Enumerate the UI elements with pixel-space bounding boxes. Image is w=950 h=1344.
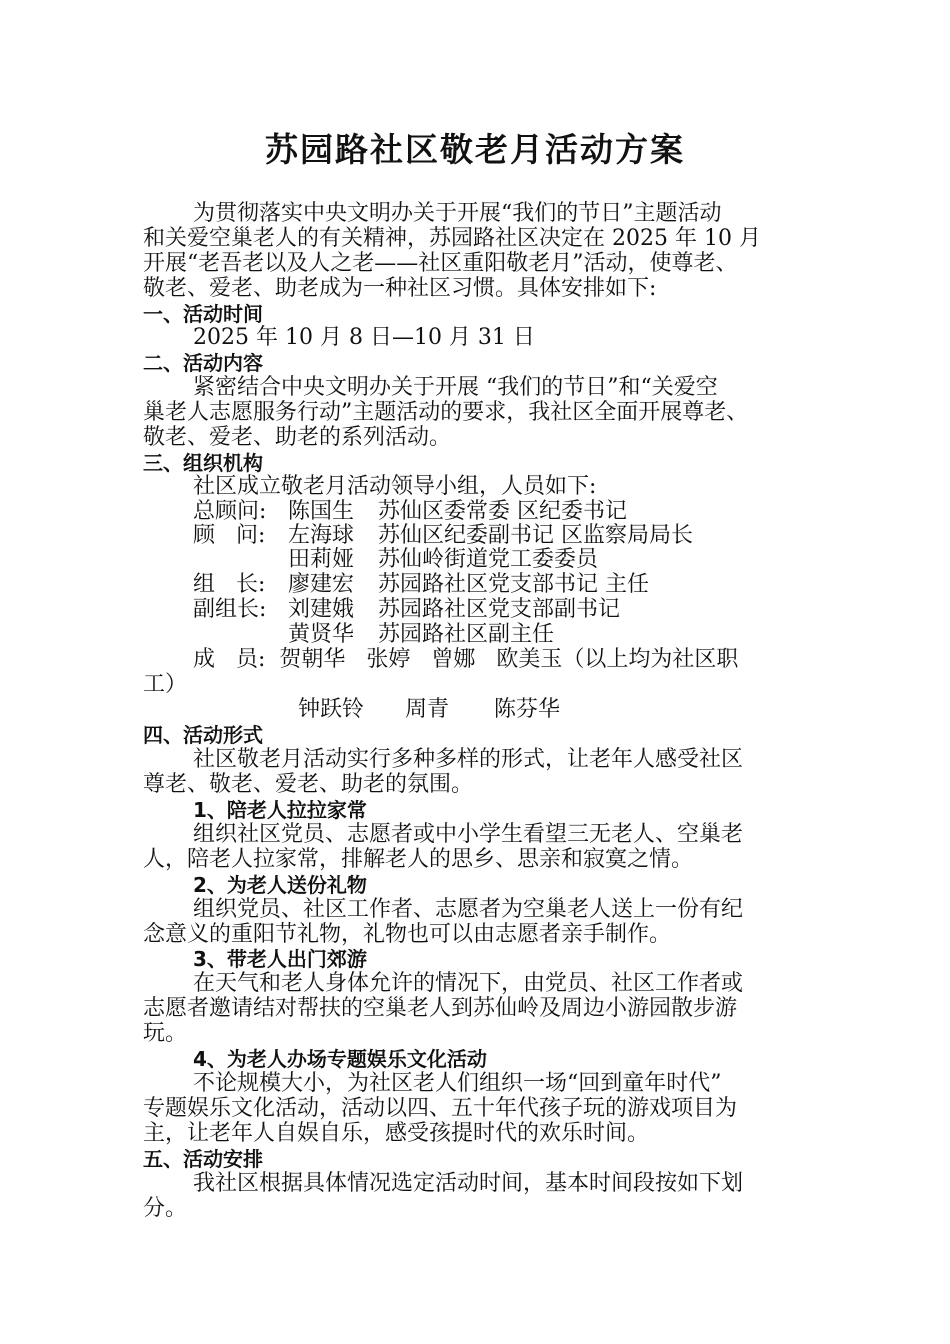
org-post: 苏仙区纪委副书记 区监察局局长: [378, 523, 693, 548]
section-heading: 二、活动内容: [143, 351, 263, 375]
paragraph-line: 分。: [143, 1196, 188, 1221]
paragraph-line: 念意义的重阳节礼物，礼物也可以由志愿者亲手制作。: [143, 922, 672, 947]
paragraph-line: 组织党员、社区工作者、志愿者为空巢老人送上一份有纪: [193, 897, 744, 922]
org-row: [193, 523, 693, 549]
sub-heading: 3、带老人出门郊游: [193, 947, 367, 971]
intro-line: 敬老、爱老、助老成为一种社区习惯。具体安排如下:: [143, 276, 657, 301]
org-name: 陈国生: [288, 499, 355, 524]
org-role: 总顾问:: [193, 499, 267, 524]
member-name: 陈芬华: [494, 697, 561, 722]
paragraph-line: 玩。: [143, 1021, 188, 1046]
section-heading: 三、组织机构: [143, 451, 263, 475]
paragraph-line: 敬老、爱老、助老的系列活动。: [143, 425, 452, 450]
intro-line: 和关爱空巢老人的有关精神，苏园路社区决定在 2025 年 10 月: [143, 226, 761, 251]
paragraph-line: 主，让老年人自娱自乐，感受孩提时代的欢乐时间。: [143, 1121, 650, 1146]
paragraph-line: 社区敬老月活动实行多种多样的形式，让老年人感受社区: [193, 747, 744, 772]
document-title: 苏园路社区敬老月活动方案: [265, 130, 685, 169]
org-name: 左海球: [288, 523, 355, 548]
org-intro: 社区成立敬老月活动领导小组，人员如下:: [193, 474, 597, 499]
paragraph-line: 巢老人志愿服务行动”主题活动的要求，我社区全面开展尊老、: [143, 400, 749, 425]
org-name: 廖建宏: [288, 572, 355, 597]
org-name: 田莉娅: [288, 547, 355, 572]
org-role: 组 长:: [193, 572, 266, 597]
member-name: 钟跃铃: [298, 697, 365, 722]
paragraph-line: 紧密结合中央文明办关于开展 “我们的节日”和“关爱空: [193, 375, 718, 400]
paragraph-line: 专题娱乐文化活动，活动以四、五十年代孩子玩的游戏项目为: [143, 1096, 738, 1121]
org-row: [193, 547, 598, 573]
org-post: 苏仙岭街道党工委委员: [378, 547, 599, 572]
paragraph-line: 志愿者邀请结对帮扶的空巢老人到苏仙岭及周边小游园散步游: [143, 996, 738, 1021]
paragraph-line: 组织社区党员、志愿者或中小学生看望三无老人、空巢老: [193, 822, 744, 847]
org-post: 苏园路社区党支部副书记: [378, 597, 621, 622]
activity-time-text: 2025 年 10 月 8 日—10 月 31 日: [193, 325, 535, 350]
intro-line: 开展“老吾老以及人之老——社区重阳敬老月”活动，使尊老、: [143, 251, 738, 276]
members-wrap: 工）: [143, 672, 188, 697]
sub-heading: 2、为老人送份礼物: [193, 873, 367, 897]
members-line: 成 员: 贺朝华 张婷 曾娜 欧美玉（以上均为社区职: [193, 647, 739, 672]
org-post: 苏仙区委常委 区纪委书记: [378, 499, 627, 524]
member-name: 周青: [405, 697, 450, 722]
paragraph-line: 我社区根据具体情况选定活动时间，基本时间段按如下划: [193, 1171, 744, 1196]
sub-heading: 4、为老人办场专题娱乐文化活动: [193, 1047, 487, 1071]
org-row: [193, 572, 649, 598]
org-role: 顾 问:: [193, 523, 266, 548]
section-heading: 五、活动安排: [143, 1147, 263, 1171]
org-name: 黄贤华: [288, 622, 355, 647]
org-row: [193, 597, 620, 623]
org-post: 苏园路社区副主任: [378, 622, 555, 647]
paragraph-line: 在天气和老人身体允许的情况下，由党员、社区工作者或: [193, 971, 744, 996]
sub-heading: 1、陪老人拉拉家常: [193, 798, 367, 822]
paragraph-line: 不论规模大小，为社区老人们组织一场“回到童年时代”: [193, 1071, 722, 1096]
org-name: 刘建娥: [288, 597, 355, 622]
section-heading: 四、活动形式: [143, 723, 263, 747]
members-extra: [298, 697, 560, 723]
org-role: 副组长:: [193, 597, 267, 622]
paragraph-line: 人，陪老人拉家常，排解老人的思乡、思亲和寂寞之情。: [143, 847, 694, 872]
paragraph-line: 尊老、敬老、爱老、助老的氛围。: [143, 772, 474, 797]
intro-line: 为贯彻落实中央文明办关于开展“我们的节日”主题活动: [193, 201, 722, 226]
org-row: [193, 499, 627, 525]
org-post: 苏园路社区党支部书记 主任: [378, 572, 649, 597]
section-heading: 一、活动时间: [143, 302, 263, 326]
org-row: [193, 622, 554, 648]
